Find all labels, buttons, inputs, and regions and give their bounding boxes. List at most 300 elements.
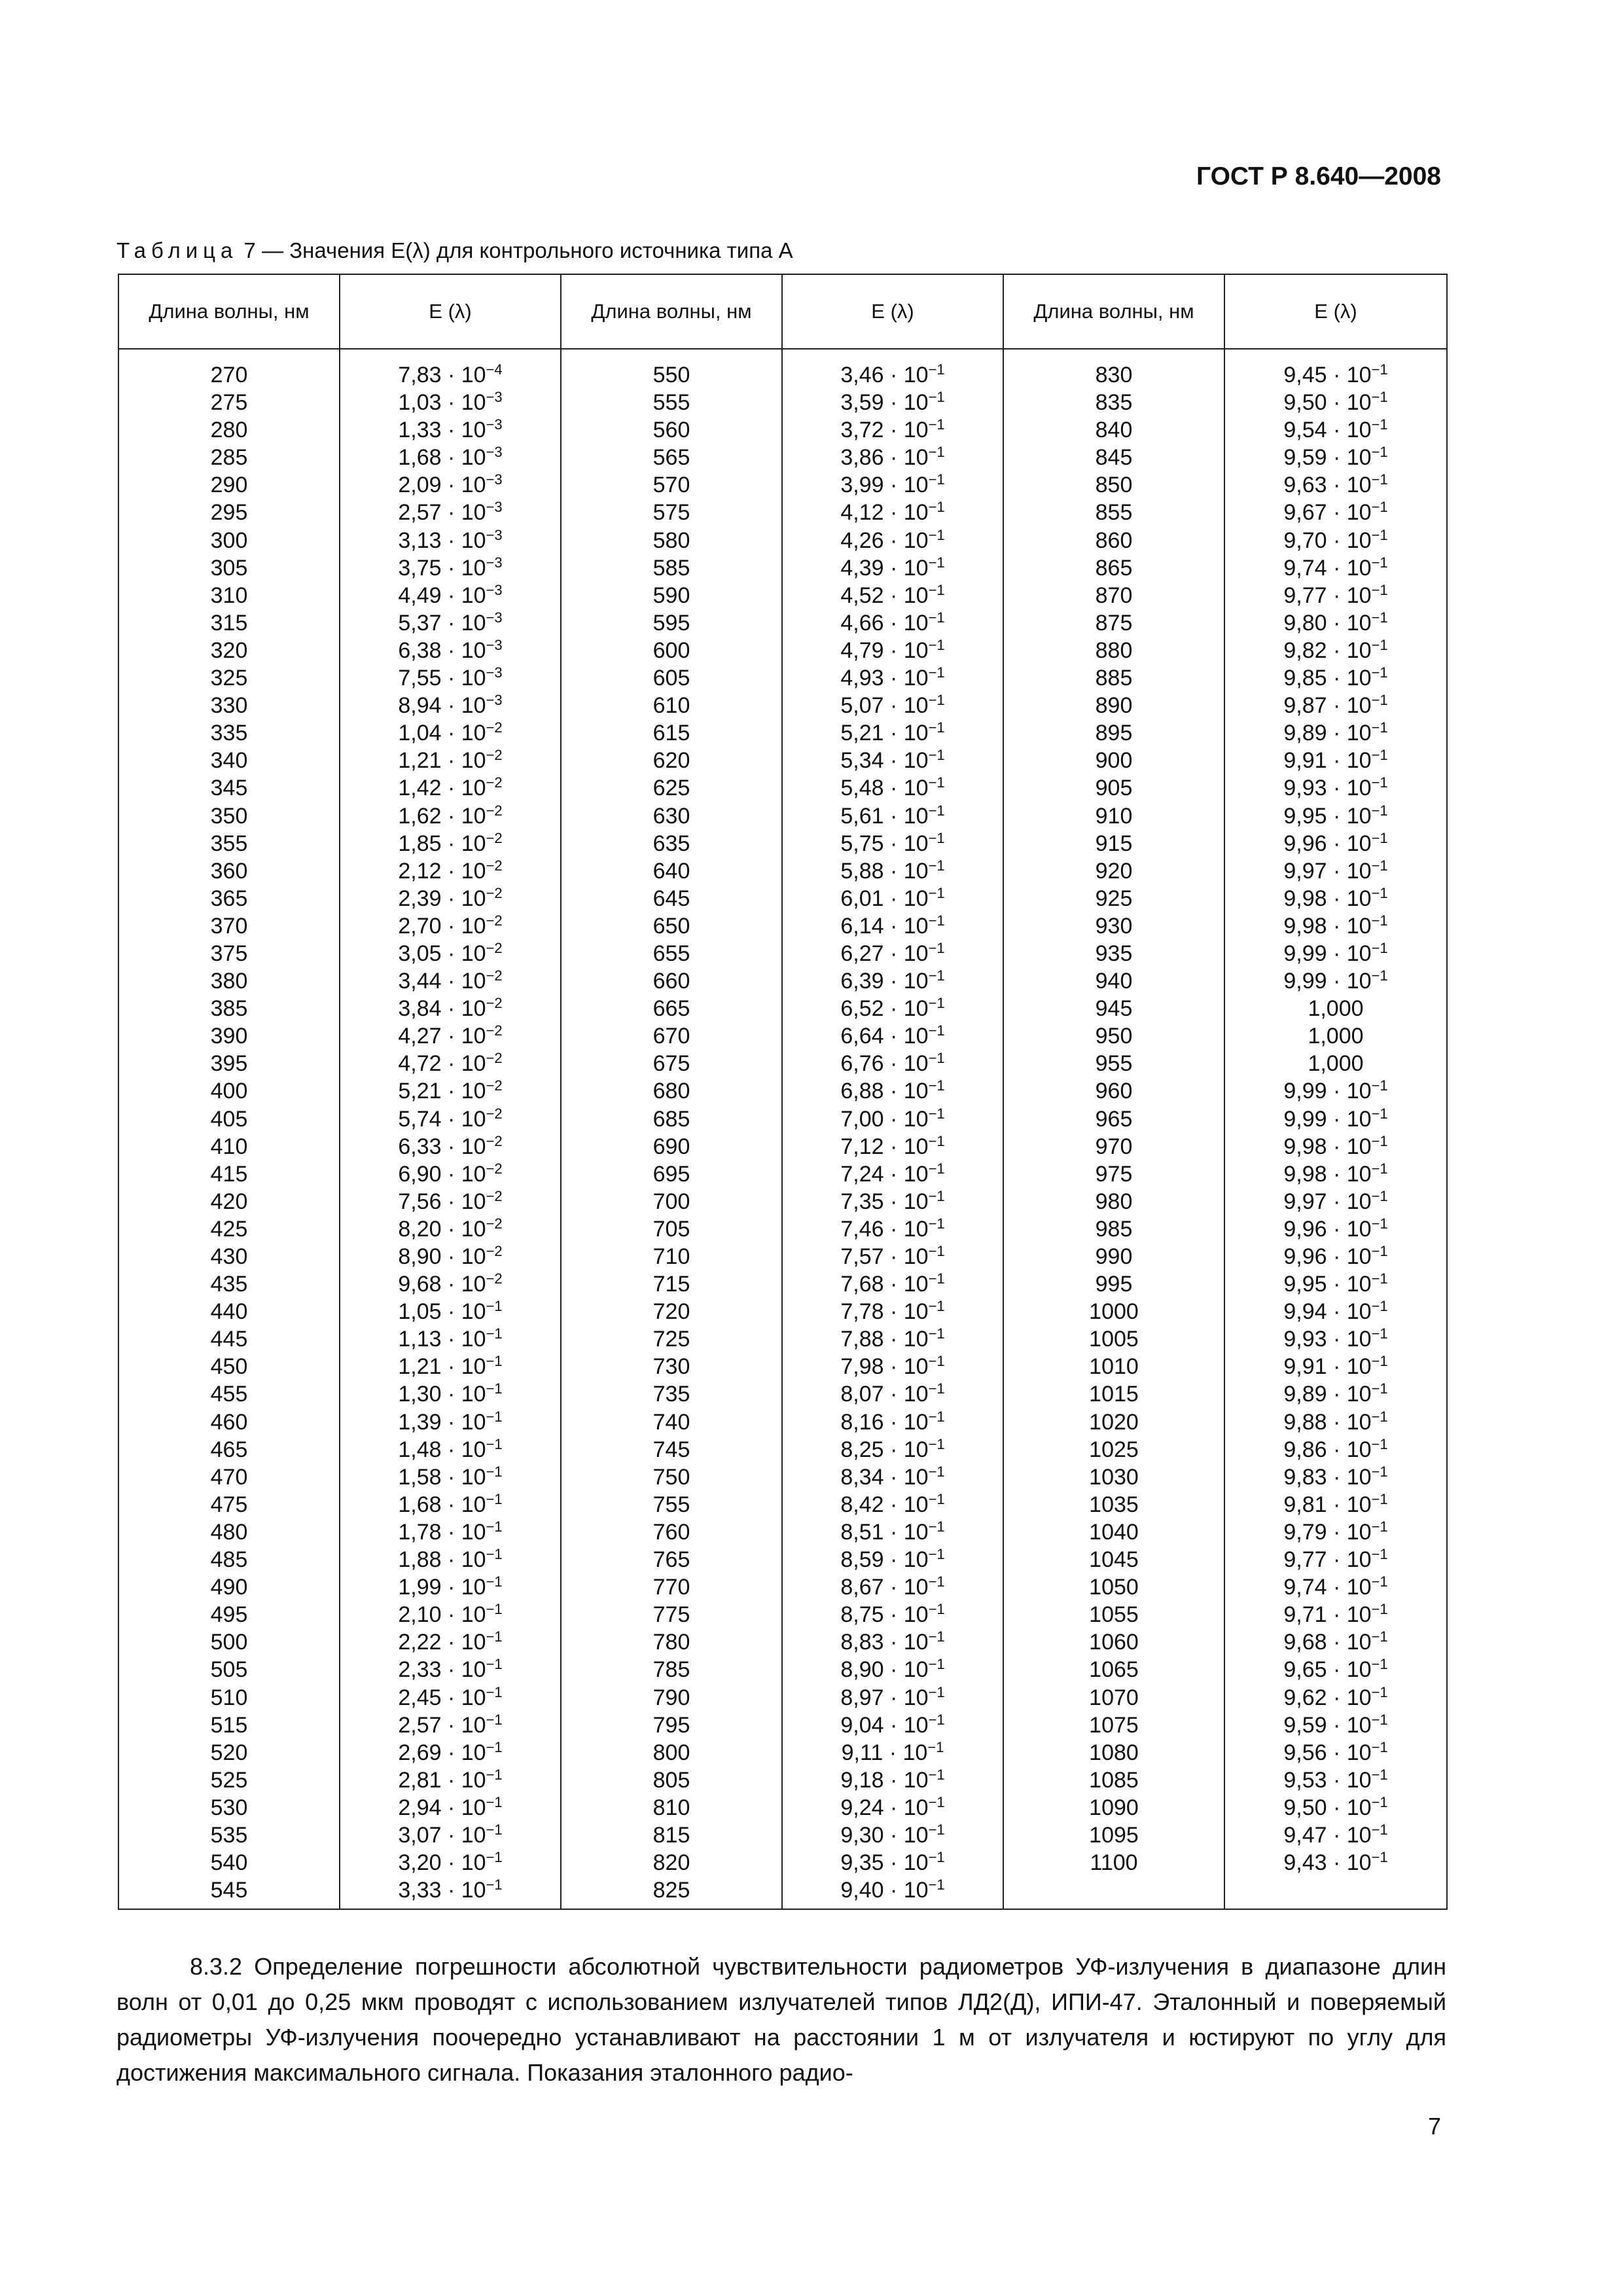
e-lambda-cell: $9,82 \cdot 10^{-1}$ (1283, 636, 1388, 663)
e-lambda-cell: $9,98 \cdot 10^{-1}$ (1283, 1132, 1388, 1159)
e-lambda-cell: $7,83 \cdot 10^{-4}$ (398, 361, 503, 387)
wavelength-cell: 1030 (1089, 1464, 1139, 1490)
e-lambda-cell: $1,48 \cdot 10^{-1}$ (398, 1435, 503, 1462)
e-lambda-cell: $3,84 \cdot 10^{-2}$ (398, 995, 503, 1022)
wavelength-cell: 390 (210, 1024, 248, 1049)
header-e-lambda-2: E (λ) (782, 274, 1003, 349)
wavelength-cell: 1045 (1089, 1547, 1139, 1573)
e-lambda-cell: $4,79 \cdot 10^{-1}$ (840, 636, 945, 663)
wavelength-cell: 415 (210, 1161, 248, 1187)
e-lambda-cell: $4,66 \cdot 10^{-1}$ (840, 609, 945, 636)
wavelength-cell: 775 (652, 1602, 690, 1628)
e-lambda-cell: $2,12 \cdot 10^{-2}$ (398, 857, 503, 884)
spectral-table (118, 274, 1448, 1910)
wavelength-cell: 630 (652, 803, 690, 829)
e-lambda-cell: $9,94 \cdot 10^{-1}$ (1283, 1298, 1388, 1325)
wavelength-cell: 490 (210, 1575, 248, 1600)
e-lambda-cell: $9,65 \cdot 10^{-1}$ (1283, 1656, 1388, 1683)
e-lambda-cell: $1,68 \cdot 10^{-3}$ (398, 444, 503, 471)
e-lambda-cell: $3,07 \cdot 10^{-1}$ (398, 1821, 503, 1848)
e-lambda-cell: $9,54 \cdot 10^{-1}$ (1283, 416, 1388, 443)
wavelength-cell: 420 (210, 1189, 248, 1214)
table-caption-text: 7 — Значения E(λ) для контрольного источника типа А (238, 238, 793, 262)
wavelength-cell: 485 (210, 1547, 248, 1573)
e-lambda-cell: $9,91 \cdot 10^{-1}$ (1283, 1353, 1388, 1380)
wavelength-cell: 535 (210, 1822, 248, 1848)
wavelength-cell: 430 (210, 1244, 248, 1269)
e-lambda-cell: $3,33 \cdot 10^{-1}$ (398, 1876, 503, 1903)
e-lambda-cell: $8,20 \cdot 10^{-2}$ (398, 1215, 503, 1242)
e-lambda-cell: $8,90 \cdot 10^{-1}$ (840, 1656, 945, 1683)
wavelength-cell: 840 (1095, 418, 1133, 443)
e-lambda-cell: $1,78 \cdot 10^{-1}$ (398, 1518, 503, 1545)
e-lambda-cell: $9,59 \cdot 10^{-1}$ (1283, 1711, 1388, 1738)
e-lambda-cell: $4,93 \cdot 10^{-1}$ (840, 664, 945, 691)
e-lambda-cell: $9,53 \cdot 10^{-1}$ (1283, 1766, 1388, 1793)
wavelength-cell: 1015 (1089, 1382, 1139, 1407)
wavelength-cell: 965 (1095, 1106, 1133, 1132)
e-lambda-cell: $9,91 \cdot 10^{-1}$ (1283, 747, 1388, 774)
e-lambda-cell: $9,96 \cdot 10^{-1}$ (1283, 1243, 1388, 1269)
wavelength-cell: 1065 (1089, 1657, 1139, 1683)
wavelength-cell: 590 (652, 583, 690, 608)
wavelength-cell: 400 (210, 1079, 248, 1104)
e-lambda-cell: $1,05 \cdot 10^{-1}$ (398, 1298, 503, 1325)
wavelength-cell: 550 (652, 363, 690, 387)
wavelength-cell: 805 (652, 1767, 690, 1793)
e-lambda-cell: $4,52 \cdot 10^{-1}$ (840, 581, 945, 608)
wavelength-column-2 (561, 349, 782, 1909)
e-lambda-cell: $5,37 \cdot 10^{-3}$ (398, 609, 503, 636)
e-lambda-cell: $1,03 \cdot 10^{-3}$ (398, 389, 503, 416)
wavelength-cell: 325 (210, 666, 248, 691)
e-lambda-cell: $1,88 \cdot 10^{-1}$ (398, 1546, 503, 1573)
e-lambda-cell: $1,85 \cdot 10^{-2}$ (398, 829, 503, 856)
e-lambda-cell: $2,57 \cdot 10^{-1}$ (398, 1711, 503, 1738)
e-lambda-cell: $9,68 \cdot 10^{-1}$ (1283, 1628, 1388, 1655)
wavelength-cell: 865 (1095, 555, 1133, 581)
wavelength-cell: 465 (210, 1437, 248, 1462)
e-lambda-cell: $9,99 \cdot 10^{-1}$ (1283, 1105, 1388, 1132)
e-lambda-cell: $5,07 \cdot 10^{-1}$ (840, 692, 945, 719)
e-lambda-cell: $9,45 \cdot 10^{-1}$ (1283, 361, 1388, 387)
wavelength-cell: 410 (210, 1134, 248, 1159)
wavelength-cell: 350 (210, 803, 248, 829)
wavelength-cell: 730 (652, 1354, 690, 1380)
e-lambda-cell: $8,51 \cdot 10^{-1}$ (840, 1518, 945, 1545)
e-lambda-cell: $9,96 \cdot 10^{-1}$ (1283, 829, 1388, 856)
wavelength-cell: 855 (1095, 500, 1133, 526)
wavelength-cell: 585 (652, 555, 690, 581)
wavelength-cell: 685 (652, 1106, 690, 1132)
wavelength-cell: 475 (210, 1492, 248, 1517)
e-lambda-cell: $7,55 \cdot 10^{-3}$ (398, 664, 503, 691)
wavelength-cell: 640 (652, 858, 690, 884)
e-lambda-cell: $6,39 \cdot 10^{-1}$ (840, 967, 945, 994)
wavelength-cell: 1050 (1089, 1575, 1139, 1600)
wavelength-cell: 980 (1095, 1189, 1133, 1214)
wavelength-cell: 940 (1095, 969, 1133, 994)
wavelength-cell: 780 (652, 1630, 690, 1655)
wavelength-cell: 765 (652, 1547, 690, 1573)
e-lambda-cell: $9,88 \cdot 10^{-1}$ (1283, 1408, 1388, 1435)
e-lambda-cell: $2,22 \cdot 10^{-1}$ (398, 1628, 503, 1655)
e-lambda-cell: $1,68 \cdot 10^{-1}$ (398, 1490, 503, 1517)
wavelength-cell: 675 (652, 1051, 690, 1077)
body-paragraph (116, 1949, 1446, 2090)
wavelength-cell: 310 (210, 583, 248, 608)
wavelength-cell: 1095 (1089, 1822, 1139, 1848)
wavelength-cell: 1040 (1089, 1519, 1139, 1545)
e-lambda-cell: $9,18 \cdot 10^{-1}$ (840, 1766, 945, 1793)
e-lambda-cell: $1,39 \cdot 10^{-1}$ (398, 1408, 503, 1435)
wavelength-cell: 335 (210, 721, 248, 746)
e-lambda-cell: $2,10 \cdot 10^{-1}$ (398, 1601, 503, 1628)
wavelength-cell: 305 (210, 555, 248, 581)
wavelength-cell: 625 (652, 776, 690, 801)
e-lambda-cell: $9,77 \cdot 10^{-1}$ (1283, 581, 1388, 608)
e-lambda-cell: $8,07 \cdot 10^{-1}$ (840, 1380, 945, 1407)
wavelength-cell: 740 (652, 1409, 690, 1435)
wavelength-column-3 (1003, 349, 1224, 1909)
wavelength-cell: 470 (210, 1464, 248, 1490)
e-lambda-cell: $9,74 \cdot 10^{-1}$ (1283, 1573, 1388, 1600)
table-caption (116, 238, 793, 263)
wavelength-cell: 825 (652, 1878, 690, 1903)
wavelength-cell: 365 (210, 886, 248, 911)
wavelength-cell: 360 (210, 858, 248, 884)
e-lambda-cell: $5,88 \cdot 10^{-1}$ (840, 857, 945, 884)
wavelength-cell: 985 (1095, 1216, 1133, 1242)
wavelength-cell: 1085 (1089, 1767, 1139, 1793)
wavelength-cell: 750 (652, 1464, 690, 1490)
e-lambda-cell: $7,98 \cdot 10^{-1}$ (840, 1353, 945, 1380)
e-lambda-cell: $3,46 \cdot 10^{-1}$ (840, 361, 945, 387)
wavelength-cell: 285 (210, 445, 248, 471)
e-lambda-cell: $1,04 \cdot 10^{-2}$ (398, 719, 503, 746)
header-wavelength-1: Длина волны, нм (118, 274, 340, 349)
e-lambda-cell: $6,38 \cdot 10^{-3}$ (398, 636, 503, 663)
wavelength-cell: 525 (210, 1767, 248, 1793)
e-lambda-cell: $8,75 \cdot 10^{-1}$ (840, 1601, 945, 1628)
e-lambda-cell: $9,80 \cdot 10^{-1}$ (1283, 609, 1388, 636)
wavelength-cell: 1035 (1089, 1492, 1139, 1517)
e-lambda-cell: $9,50 \cdot 10^{-1}$ (1283, 389, 1388, 416)
wavelength-cell: 440 (210, 1299, 248, 1325)
e-lambda-cell: $4,27 \cdot 10^{-2}$ (398, 1022, 503, 1049)
e-lambda-cell: $9,43 \cdot 10^{-1}$ (1283, 1849, 1388, 1876)
e-lambda-cell: $8,90 \cdot 10^{-2}$ (398, 1243, 503, 1269)
wavelength-cell: 905 (1095, 776, 1133, 801)
wavelength-cell: 570 (652, 473, 690, 498)
wavelength-cell: 300 (210, 528, 248, 553)
header-e-lambda-1: E (λ) (340, 274, 561, 349)
wavelength-cell: 815 (652, 1822, 690, 1848)
e-lambda-cell: $2,57 \cdot 10^{-3}$ (398, 499, 503, 526)
e-lambda-cell: $9,98 \cdot 10^{-1}$ (1283, 1160, 1388, 1187)
wavelength-cell: 610 (652, 693, 690, 719)
e-lambda-cell: $9,97 \cdot 10^{-1}$ (1283, 857, 1388, 884)
wavelength-cell: 1000 (1089, 1299, 1139, 1325)
wavelength-cell: 700 (652, 1189, 690, 1214)
wavelength-cell: 575 (652, 500, 690, 526)
e-lambda-cell: $5,48 \cdot 10^{-1}$ (840, 774, 945, 801)
e-lambda-cell: $9,85 \cdot 10^{-1}$ (1283, 664, 1388, 691)
wavelength-cell: 1080 (1089, 1740, 1139, 1765)
e-lambda-cell: $7,46 \cdot 10^{-1}$ (840, 1215, 945, 1242)
e-lambda-cell: $1,58 \cdot 10^{-1}$ (398, 1463, 503, 1490)
e-lambda-cell: $3,59 \cdot 10^{-1}$ (840, 389, 945, 416)
wavelength-cell: 720 (652, 1299, 690, 1325)
e-lambda-cell: $7,78 \cdot 10^{-1}$ (840, 1298, 945, 1325)
e-lambda-cell: $1,99 \cdot 10^{-1}$ (398, 1573, 503, 1600)
e-lambda-cell: $1,42 \cdot 10^{-2}$ (398, 774, 503, 801)
e-lambda-cell: 1,000 (1308, 1051, 1364, 1077)
e-lambda-cell: $3,44 \cdot 10^{-2}$ (398, 967, 503, 994)
wavelength-cell: 875 (1095, 610, 1133, 636)
e-lambda-cell: $3,72 \cdot 10^{-1}$ (840, 416, 945, 443)
e-lambda-cell: $9,40 \cdot 10^{-1}$ (840, 1876, 945, 1903)
e-lambda-cell: $2,69 \cdot 10^{-1}$ (398, 1738, 503, 1765)
wavelength-cell: 715 (652, 1272, 690, 1297)
e-lambda-cell: $4,39 \cdot 10^{-1}$ (840, 554, 945, 581)
wavelength-cell: 885 (1095, 666, 1133, 691)
e-lambda-cell: $7,56 \cdot 10^{-2}$ (398, 1187, 503, 1214)
wavelength-cell: 1025 (1089, 1437, 1139, 1462)
wavelength-cell: 530 (210, 1795, 248, 1820)
e-lambda-cell: $8,94 \cdot 10^{-3}$ (398, 692, 503, 719)
e-lambda-cell: $9,99 \cdot 10^{-1}$ (1283, 1077, 1388, 1104)
wavelength-column-1 (118, 349, 340, 1909)
wavelength-cell: 1075 (1089, 1712, 1139, 1738)
wavelength-cell: 795 (652, 1712, 690, 1738)
e-lambda-column-3 (1224, 349, 1447, 1909)
wavelength-cell: 735 (652, 1382, 690, 1407)
e-lambda-cell: $9,96 \cdot 10^{-1}$ (1283, 1215, 1388, 1242)
wavelength-cell: 295 (210, 500, 248, 526)
document-code: ГОСТ Р 8.640—2008 (1196, 162, 1441, 190)
e-lambda-cell: 1,000 (1308, 996, 1364, 1022)
e-lambda-cell: $1,30 \cdot 10^{-1}$ (398, 1380, 503, 1407)
wavelength-cell: 1010 (1089, 1354, 1139, 1380)
wavelength-cell: 755 (652, 1492, 690, 1517)
e-lambda-cell: $7,12 \cdot 10^{-1}$ (840, 1132, 945, 1159)
wavelength-cell: 925 (1095, 886, 1133, 911)
wavelength-cell: 745 (652, 1437, 690, 1462)
e-lambda-cell: $9,89 \cdot 10^{-1}$ (1283, 719, 1388, 746)
e-lambda-cell: $5,75 \cdot 10^{-1}$ (840, 829, 945, 856)
wavelength-cell: 595 (652, 610, 690, 636)
e-lambda-cell: $9,97 \cdot 10^{-1}$ (1283, 1187, 1388, 1214)
wavelength-cell: 1005 (1089, 1327, 1139, 1352)
wavelength-cell: 340 (210, 748, 248, 774)
wavelength-cell: 785 (652, 1657, 690, 1683)
wavelength-cell: 1100 (1090, 1850, 1138, 1876)
e-lambda-cell: $7,57 \cdot 10^{-1}$ (840, 1243, 945, 1269)
e-lambda-cell: $6,90 \cdot 10^{-2}$ (398, 1160, 503, 1187)
wavelength-cell: 820 (652, 1850, 690, 1876)
e-lambda-cell: $9,83 \cdot 10^{-1}$ (1283, 1463, 1388, 1490)
wavelength-cell: 385 (210, 996, 248, 1022)
e-lambda-cell: $3,99 \cdot 10^{-1}$ (840, 471, 945, 498)
wavelength-cell: 725 (652, 1327, 690, 1352)
wavelength-cell: 395 (210, 1051, 248, 1077)
wavelength-cell: 945 (1095, 996, 1133, 1022)
e-lambda-cell: $9,70 \cdot 10^{-1}$ (1283, 526, 1388, 553)
e-lambda-cell: $1,13 \cdot 10^{-1}$ (398, 1325, 503, 1352)
e-lambda-cell: $6,88 \cdot 10^{-1}$ (840, 1077, 945, 1104)
wavelength-cell: 425 (210, 1216, 248, 1242)
e-lambda-cell: $1,33 \cdot 10^{-3}$ (398, 416, 503, 443)
e-lambda-cell: $4,49 \cdot 10^{-3}$ (398, 581, 503, 608)
wavelength-cell: 270 (210, 363, 248, 387)
header-wavelength-3: Длина волны, нм (1003, 274, 1224, 349)
e-lambda-cell: $9,71 \cdot 10^{-1}$ (1283, 1601, 1388, 1628)
wavelength-cell: 835 (1095, 390, 1133, 416)
wavelength-cell: 445 (210, 1327, 248, 1352)
e-lambda-cell: $5,61 \cdot 10^{-1}$ (840, 802, 945, 829)
wavelength-cell: 565 (652, 445, 690, 471)
e-lambda-cell: $9,79 \cdot 10^{-1}$ (1283, 1518, 1388, 1545)
e-lambda-cell: $3,75 \cdot 10^{-3}$ (398, 554, 503, 581)
e-lambda-cell: $2,70 \cdot 10^{-2}$ (398, 912, 503, 939)
wavelength-cell: 850 (1095, 473, 1133, 498)
wavelength-cell: 950 (1095, 1024, 1133, 1049)
wavelength-cell: 810 (652, 1795, 690, 1820)
e-lambda-cell: $9,63 \cdot 10^{-1}$ (1283, 471, 1388, 498)
e-lambda-cell: $3,13 \cdot 10^{-3}$ (398, 526, 503, 553)
e-lambda-cell: $9,86 \cdot 10^{-1}$ (1283, 1435, 1388, 1462)
e-lambda-cell: $4,26 \cdot 10^{-1}$ (840, 526, 945, 553)
wavelength-cell: 650 (652, 913, 690, 939)
wavelength-cell: 505 (210, 1657, 248, 1683)
e-lambda-cell: $6,14 \cdot 10^{-1}$ (840, 912, 945, 939)
e-lambda-cell: $9,99 \cdot 10^{-1}$ (1283, 967, 1388, 994)
e-lambda-cell: $7,88 \cdot 10^{-1}$ (840, 1325, 945, 1352)
e-lambda-cell: $1,62 \cdot 10^{-2}$ (398, 802, 503, 829)
e-lambda-column-1 (340, 349, 561, 1909)
wavelength-cell: 545 (210, 1878, 248, 1903)
wavelength-cell: 695 (652, 1161, 690, 1187)
e-lambda-cell: $4,12 \cdot 10^{-1}$ (840, 499, 945, 526)
e-lambda-cell: $6,33 \cdot 10^{-2}$ (398, 1132, 503, 1159)
wavelength-cell: 690 (652, 1134, 690, 1159)
e-lambda-cell: $2,94 \cdot 10^{-1}$ (398, 1793, 503, 1820)
e-lambda-cell: $6,01 \cdot 10^{-1}$ (840, 884, 945, 911)
wavelength-cell: 1090 (1089, 1795, 1139, 1820)
wavelength-cell: 800 (652, 1740, 690, 1765)
wavelength-cell: 370 (210, 913, 248, 939)
wavelength-cell: 1020 (1089, 1409, 1139, 1435)
e-lambda-cell: $9,30 \cdot 10^{-1}$ (840, 1821, 945, 1848)
wavelength-cell: 1070 (1089, 1685, 1139, 1710)
e-lambda-cell: $9,99 \cdot 10^{-1}$ (1283, 939, 1388, 966)
e-lambda-cell: $9,50 \cdot 10^{-1}$ (1283, 1793, 1388, 1820)
e-lambda-cell: $8,34 \cdot 10^{-1}$ (840, 1463, 945, 1490)
e-lambda-cell: $4,72 \cdot 10^{-2}$ (398, 1050, 503, 1077)
wavelength-cell: 515 (210, 1712, 248, 1738)
e-lambda-cell: $8,59 \cdot 10^{-1}$ (840, 1546, 945, 1573)
e-lambda-cell: $8,67 \cdot 10^{-1}$ (840, 1573, 945, 1600)
wavelength-cell: 655 (652, 941, 690, 966)
wavelength-cell: 355 (210, 831, 248, 856)
e-lambda-cell: $6,64 \cdot 10^{-1}$ (840, 1022, 945, 1049)
wavelength-cell: 1060 (1089, 1630, 1139, 1655)
wavelength-cell: 330 (210, 693, 248, 719)
wavelength-cell: 890 (1095, 693, 1133, 719)
e-lambda-cell: $9,95 \cdot 10^{-1}$ (1283, 802, 1388, 829)
wavelength-cell: 770 (652, 1575, 690, 1600)
wavelength-cell: 615 (652, 721, 690, 746)
e-lambda-cell: $3,05 \cdot 10^{-2}$ (398, 939, 503, 966)
e-lambda-cell: $1,21 \cdot 10^{-2}$ (398, 747, 503, 774)
wavelength-cell: 500 (210, 1630, 248, 1655)
wavelength-cell: 495 (210, 1602, 248, 1628)
e-lambda-cell: $2,33 \cdot 10^{-1}$ (398, 1656, 503, 1683)
wavelength-cell: 680 (652, 1079, 690, 1104)
wavelength-cell: 605 (652, 666, 690, 691)
wavelength-cell: 380 (210, 969, 248, 994)
wavelength-cell: 900 (1095, 748, 1133, 774)
e-lambda-cell: $9,59 \cdot 10^{-1}$ (1283, 444, 1388, 471)
e-lambda-cell: $5,34 \cdot 10^{-1}$ (840, 747, 945, 774)
wavelength-cell: 1055 (1089, 1602, 1139, 1628)
e-lambda-cell: $7,35 \cdot 10^{-1}$ (840, 1187, 945, 1214)
wavelength-cell: 555 (652, 390, 690, 416)
wavelength-cell: 290 (210, 473, 248, 498)
wavelength-cell: 710 (652, 1244, 690, 1269)
e-lambda-cell: $9,62 \cdot 10^{-1}$ (1283, 1683, 1388, 1710)
e-lambda-cell: $9,47 \cdot 10^{-1}$ (1283, 1821, 1388, 1848)
wavelength-cell: 665 (652, 996, 690, 1022)
wavelength-cell: 635 (652, 831, 690, 856)
wavelength-cell: 560 (652, 418, 690, 443)
wavelength-cell: 455 (210, 1382, 248, 1407)
e-lambda-cell: $8,97 \cdot 10^{-1}$ (840, 1683, 945, 1710)
header-wavelength-2: Длина волны, нм (561, 274, 782, 349)
e-lambda-cell: 1,000 (1308, 1024, 1364, 1049)
wavelength-cell: 540 (210, 1850, 248, 1876)
e-lambda-cell: $9,74 \cdot 10^{-1}$ (1283, 554, 1388, 581)
wavelength-cell: 975 (1095, 1161, 1133, 1187)
e-lambda-cell: $9,98 \cdot 10^{-1}$ (1283, 912, 1388, 939)
wavelength-cell: 955 (1095, 1051, 1133, 1077)
e-lambda-cell: $7,24 \cdot 10^{-1}$ (840, 1160, 945, 1187)
e-lambda-cell: $9,56 \cdot 10^{-1}$ (1283, 1738, 1388, 1765)
wavelength-cell: 915 (1095, 831, 1133, 856)
wavelength-cell: 345 (210, 776, 248, 801)
wavelength-cell: 670 (652, 1024, 690, 1049)
wavelength-cell: 600 (652, 637, 690, 663)
wavelength-cell: 970 (1095, 1134, 1133, 1159)
header-e-lambda-3: E (λ) (1224, 274, 1447, 349)
wavelength-cell: 460 (210, 1409, 248, 1435)
e-lambda-cell: $5,21 \cdot 10^{-1}$ (840, 719, 945, 746)
e-lambda-cell: $8,16 \cdot 10^{-1}$ (840, 1408, 945, 1435)
e-lambda-cell: $6,76 \cdot 10^{-1}$ (840, 1050, 945, 1077)
e-lambda-cell: $2,81 \cdot 10^{-1}$ (398, 1766, 503, 1793)
e-lambda-cell: $2,45 \cdot 10^{-1}$ (398, 1683, 503, 1710)
e-lambda-cell: $9,67 \cdot 10^{-1}$ (1283, 499, 1388, 526)
wavelength-cell: 450 (210, 1354, 248, 1380)
e-lambda-cell: $7,00 \cdot 10^{-1}$ (840, 1105, 945, 1132)
wavelength-cell: 480 (210, 1519, 248, 1545)
e-lambda-cell: $9,11 \cdot 10^{-1}$ (841, 1738, 944, 1765)
wavelength-cell: 280 (210, 418, 248, 443)
e-lambda-cell: $9,89 \cdot 10^{-1}$ (1283, 1380, 1388, 1407)
wavelength-cell: 930 (1095, 913, 1133, 939)
wavelength-cell: 860 (1095, 528, 1133, 553)
